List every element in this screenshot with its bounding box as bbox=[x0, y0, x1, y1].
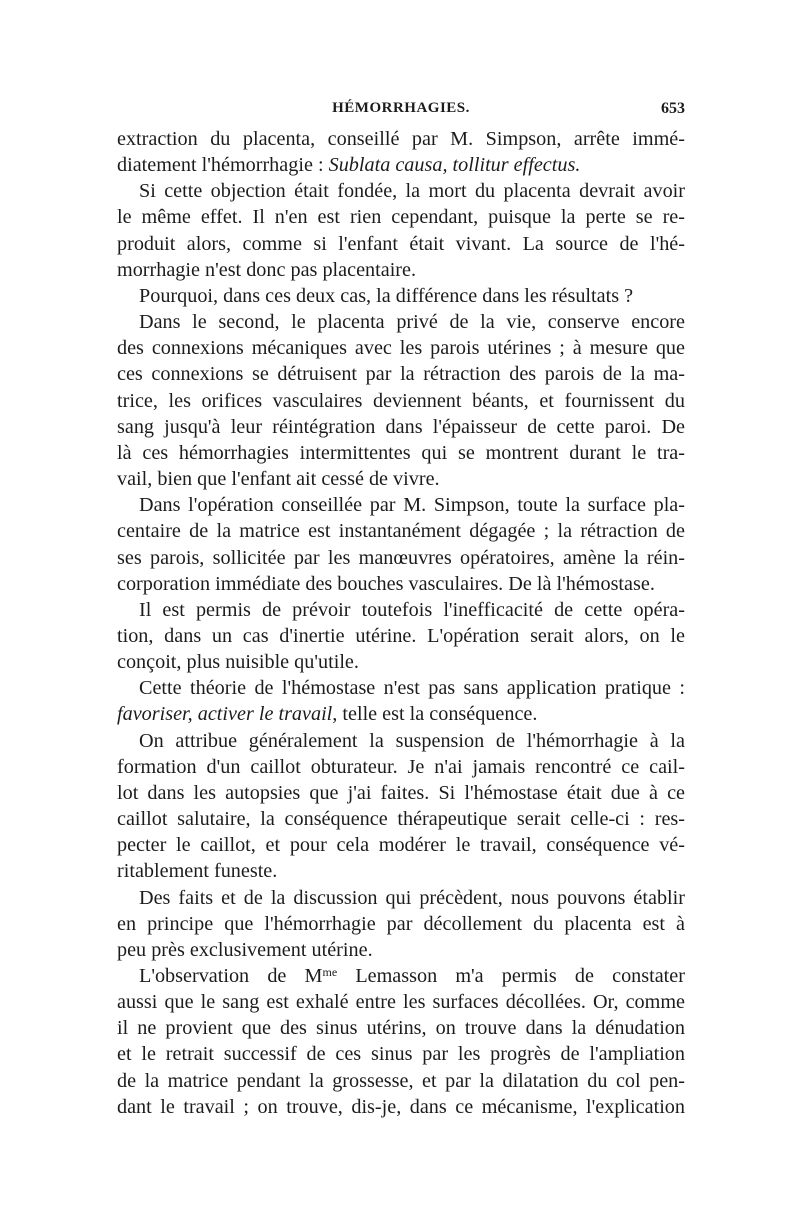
text-segment: conçoit, plus nuisible qu'utile. bbox=[117, 651, 359, 674]
paragraph bbox=[117, 309, 685, 492]
text-segment: Il est permis de prévoir toutefois l'inefficacité de cette opéra- bbox=[139, 598, 685, 621]
paragraph bbox=[117, 178, 685, 283]
paragraph bbox=[117, 126, 685, 178]
text-segment: caillot salutaire, la conséquence thérapeutique serait celle-ci : res- bbox=[117, 808, 685, 831]
text-segment: il ne provient que des sinus utérins, on trouve dans la dénudation bbox=[117, 1017, 685, 1040]
text-line bbox=[117, 1068, 685, 1094]
paragraph bbox=[117, 728, 685, 885]
paragraph bbox=[117, 283, 685, 309]
text-line bbox=[117, 152, 685, 178]
page-number: 653 bbox=[661, 100, 685, 117]
text-segment: ces connexions se détruisent par la rétraction des parois de la ma- bbox=[117, 363, 685, 386]
text-line bbox=[117, 466, 685, 492]
text-segment: Cette théorie de l'hémostase n'est pas sans application pratique : bbox=[139, 677, 685, 700]
text-line bbox=[117, 309, 685, 335]
text-segment: produit alors, comme si l'enfant était vivant. La source de l'hé- bbox=[117, 232, 685, 255]
text-segment: Lemasson m'a permis de constater bbox=[337, 965, 685, 987]
paragraph bbox=[117, 675, 685, 727]
text-segment: formation d'un caillot obturateur. Je n'ai jamais rencontré ce cail- bbox=[117, 755, 685, 778]
text-segment: sang jusqu'à leur réintégration dans l'épaisseur de cette paroi. De bbox=[117, 415, 685, 438]
text-line bbox=[117, 1015, 685, 1041]
text-segment: ses parois, sollicitée par les manœuvres opératoires, amène la réin- bbox=[117, 546, 685, 569]
text-segment: ritablement funeste. bbox=[117, 860, 278, 883]
text-line bbox=[117, 937, 685, 963]
text-line bbox=[117, 911, 685, 937]
text-line bbox=[117, 518, 685, 544]
text-line bbox=[117, 335, 685, 361]
text-line bbox=[117, 571, 685, 597]
text-segment: telle est la conséquence. bbox=[337, 703, 538, 726]
text-line bbox=[117, 701, 685, 727]
text-line bbox=[117, 361, 685, 387]
text-line bbox=[117, 780, 685, 806]
text-line bbox=[117, 675, 685, 701]
text-line bbox=[117, 178, 685, 204]
text-segment: pecter le caillot, et pour cela modérer le travail, conséquence vé- bbox=[117, 834, 685, 857]
text-segment: aussi que le sang est exhalé entre les surfaces décollées. Or, comme bbox=[117, 991, 685, 1014]
text-segment: centaire de la matrice est instantanément dégagée ; la rétraction de bbox=[117, 520, 685, 543]
text-line bbox=[117, 649, 685, 675]
text-segment: là ces hémorrhagies intermittentes qui se montrent durant le tra- bbox=[117, 441, 685, 464]
text-segment: des connexions mécaniques avec les parois utérines ; à mesure que bbox=[117, 337, 685, 360]
text-line bbox=[117, 1094, 685, 1120]
text-segment: corporation immédiate des bouches vasculaires. De là l'hémostase. bbox=[117, 572, 655, 595]
italic-text: favoriser, activer le travail, bbox=[117, 703, 338, 726]
text-line bbox=[117, 231, 685, 257]
text-line bbox=[117, 597, 685, 623]
text-line bbox=[117, 388, 685, 414]
text-line bbox=[117, 623, 685, 649]
text-line bbox=[117, 728, 685, 754]
text-segment: peu près exclusivement utérine. bbox=[117, 938, 373, 961]
text-segment: de la matrice pendant la grossesse, et par la dilatation du col pen- bbox=[117, 1069, 685, 1092]
text-segment: en principe que l'hémorrhagie par décollement du placenta est à bbox=[117, 912, 685, 935]
text-segment: L'observation de M bbox=[139, 965, 323, 987]
text-line bbox=[117, 440, 685, 466]
running-title: HÉMORRHAGIES. bbox=[332, 100, 470, 116]
text-segment: Des faits et de la discussion qui précèdent, nous pouvons établir bbox=[139, 886, 685, 909]
text-segment: tion, dans un cas d'inertie utérine. L'opération serait alors, on le bbox=[117, 624, 685, 647]
superscript: me bbox=[322, 965, 338, 979]
text-segment: Dans l'opération conseillée par M. Simpson, toute la surface pla- bbox=[139, 494, 685, 517]
paragraph bbox=[117, 492, 685, 597]
text-line bbox=[117, 257, 685, 283]
text-segment: vail, bien que l'enfant ait cessé de vivre. bbox=[117, 468, 440, 491]
text-segment: Pourquoi, dans ces deux cas, la différence dans les résultats ? bbox=[139, 284, 634, 307]
text-segment: morrhagie n'est donc pas placentaire. bbox=[117, 258, 417, 281]
text-segment: dant le travail ; on trouve, dis-je, dans ce mécanisme, l'explication bbox=[117, 1095, 685, 1118]
text-line bbox=[117, 492, 685, 518]
paragraph bbox=[117, 885, 685, 963]
text-line bbox=[117, 754, 685, 780]
text-line bbox=[117, 858, 685, 884]
paragraph bbox=[117, 963, 685, 1120]
text-segment: trice, les orifices vasculaires deviennent béants, et fournissent du bbox=[117, 389, 685, 412]
text-line bbox=[117, 885, 685, 911]
body-text bbox=[117, 126, 685, 1120]
paragraph bbox=[117, 597, 685, 675]
text-segment: Dans le second, le placenta privé de la vie, conserve encore bbox=[139, 311, 685, 334]
text-line bbox=[117, 963, 685, 989]
text-line bbox=[117, 832, 685, 858]
text-line bbox=[117, 126, 685, 152]
text-segment: On attribue généralement la suspension de l'hémorrhagie à la bbox=[139, 729, 685, 752]
text-segment: le même effet. Il n'en est rien cependant, puisque la perte se re- bbox=[117, 206, 685, 229]
text-line bbox=[117, 204, 685, 230]
text-line bbox=[117, 806, 685, 832]
text-line bbox=[117, 1041, 685, 1067]
text-segment: lot dans les autopsies que j'ai faites. Si l'hémostase était due à ce bbox=[117, 781, 685, 804]
text-line bbox=[117, 545, 685, 571]
text-segment: extraction du placenta, conseillé par M. Simpson, arrête immé- bbox=[117, 128, 685, 150]
text-line bbox=[117, 989, 685, 1015]
text-line bbox=[117, 414, 685, 440]
text-segment: Si cette objection était fondée, la mort du placenta devrait avoir bbox=[139, 180, 685, 203]
page-header bbox=[117, 100, 685, 124]
text-line bbox=[117, 283, 685, 309]
italic-text: Sublata causa, tollitur effectus. bbox=[328, 154, 581, 177]
text-segment: diatement l'hémorrhagie : bbox=[117, 154, 329, 177]
text-segment: et le retrait successif de ces sinus par les progrès de l'ampliation bbox=[117, 1043, 685, 1066]
